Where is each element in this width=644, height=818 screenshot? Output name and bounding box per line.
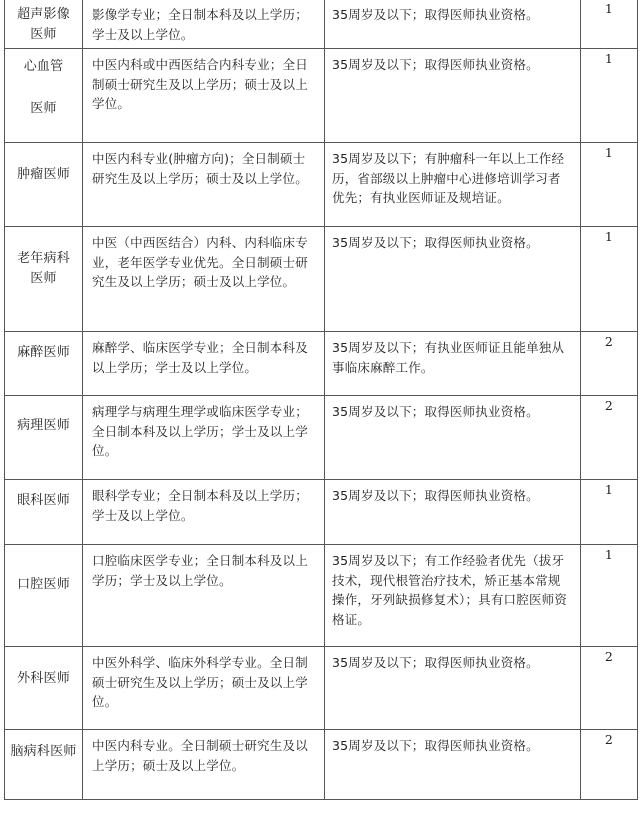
post-name: 肿瘤医师 <box>17 167 70 182</box>
post-name-cell <box>5 49 83 143</box>
requirement-cell: 中医外科学、临床外科学专业。全日制硕士研究生及以上学历；硕士及以上学位。 <box>83 647 325 730</box>
table-row <box>5 49 638 143</box>
post-name: 脑病科医师 <box>10 744 77 759</box>
requirement-cell: 眼科学专业；全日制本科及以上学历；学士及以上学位。 <box>83 480 325 545</box>
post-name-line: 医师 <box>30 270 57 286</box>
post-name-line: 医师 <box>30 100 57 116</box>
table-row <box>5 730 638 800</box>
condition-cell: 35周岁及以下；有执业医师证且能单独从事临床麻醉工作。 <box>325 332 581 396</box>
requirement-cell: 中医内科专业。全日制硕士研究生及以上学历；硕士及以上学位。 <box>83 730 325 800</box>
post-name: 病理医师 <box>17 418 70 433</box>
condition-cell: 35周岁及以下；取得医师执业资格。 <box>325 647 581 730</box>
condition-cell: 35周岁及以下；取得医师执业资格。 <box>325 480 581 545</box>
condition-cell: 35周岁及以下；有肿瘤科一年以上工作经历，省部级以上肿瘤中心进修培训学习者优先；有执业医师证及规培证。 <box>325 143 581 227</box>
table-row <box>5 332 638 396</box>
headcount-cell: 2 <box>581 332 638 396</box>
post-name-cell <box>5 647 83 730</box>
condition-cell: 35周岁及以下；取得医师执业资格。 <box>325 49 581 143</box>
headcount-cell: 1 <box>581 480 638 545</box>
condition-cell: 35周岁及以下；有工作经验者优先（拔牙技术，现代根管治疗技术，矫正基本常规操作，牙列缺损修复术）；具有口腔医师资格证。 <box>325 545 581 647</box>
requirement-cell: 中医内科或中西医结合内科专业；全日制硕士研究生及以上学历；硕士及以上学位。 <box>83 49 325 143</box>
headcount-cell: 2 <box>581 647 638 730</box>
post-name: 眼科医师 <box>17 493 70 508</box>
post-name-cell <box>5 545 83 647</box>
headcount-cell: 2 <box>581 730 638 800</box>
condition-cell: 35周岁及以下；取得医师执业资格。 <box>325 730 581 800</box>
table-row <box>5 647 638 730</box>
condition-cell: 35周岁及以下；取得医师执业资格。 <box>325 0 581 49</box>
headcount-cell: 1 <box>581 49 638 143</box>
table-row <box>5 0 638 49</box>
post-name-cell <box>5 227 83 332</box>
post-name-cell <box>5 332 83 396</box>
requirement-cell: 影像学专业；全日制本科及以上学历；学士及以上学位。 <box>83 0 325 49</box>
condition-cell: 35周岁及以下；取得医师执业资格。 <box>325 396 581 480</box>
requirement-cell: 麻醉学、临床医学专业；全日制本科及以上学历；学士及以上学位。 <box>83 332 325 396</box>
post-name-line: 医师 <box>30 26 57 42</box>
condition-cell: 35周岁及以下；取得医师执业资格。 <box>325 227 581 332</box>
table-row <box>5 545 638 647</box>
headcount-cell: 1 <box>581 545 638 647</box>
requirement-cell: 中医内科专业(肿瘤方向)；全日制硕士研究生及以上学历；硕士及以上学位。 <box>83 143 325 227</box>
post-name-cell <box>5 730 83 800</box>
post-name-line: 超声影像 <box>17 7 70 22</box>
headcount-cell: 2 <box>581 396 638 480</box>
post-name-cell <box>5 480 83 545</box>
table-row <box>5 227 638 332</box>
headcount-cell: 1 <box>581 143 638 227</box>
table-row <box>5 480 638 545</box>
post-name-line: 心血管 <box>23 59 64 74</box>
requirement-cell: 病理学与病理生理学或临床医学专业；全日制本科及以上学历；学士及以上学位。 <box>83 396 325 480</box>
recruitment-table <box>4 0 638 800</box>
headcount-cell: 1 <box>581 227 638 332</box>
requirement-cell: 中医（中西医结合）内科、内科临床专业，老年医学专业优先。全日制硕士研究生及以上学历；硕士及以上学位。 <box>83 227 325 332</box>
post-name: 麻醉医师 <box>17 345 70 360</box>
post-name-cell <box>5 0 83 49</box>
post-name: 外科医师 <box>17 671 70 686</box>
headcount-cell: 1 <box>581 0 638 49</box>
post-name-line: 老年病科 <box>17 251 70 266</box>
post-name-cell <box>5 143 83 227</box>
post-name-cell <box>5 396 83 480</box>
post-name: 口腔医师 <box>17 577 70 592</box>
table-row <box>5 396 638 480</box>
requirement-cell: 口腔临床医学专业；全日制本科及以上学历；学士及以上学位。 <box>83 545 325 647</box>
table-row <box>5 143 638 227</box>
